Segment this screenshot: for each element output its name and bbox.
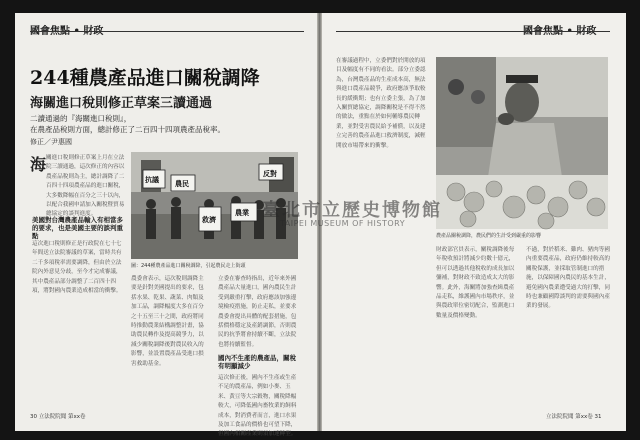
museum-watermark: 臺北市立歷史博物館 [262, 200, 442, 221]
photo-2-caption: 農產品關稅調降，農民們的生計受到嚴重的影響 [436, 233, 542, 239]
article-subtitle: 海關進口稅則修正草案三讀通過 [30, 96, 213, 111]
sign-text-3: 救濟 [202, 216, 216, 224]
body-column-3: 立委在審查時指出，近年來外國農產品大量進口，國內農民生計受到嚴重打擊，政府應該加強邊境檢疫措施，防止走私，並要求農委會提出具體的配套措施，包括價格穩定及產銷調節，否則農民的抗爭將會持續不斷，立法院也將持續監督。 [218, 276, 297, 348]
body-column-5: 在審議過程中，立委們對於開放的項目及幅度有不同的看法。部分立委認為，台灣農產品的生產成本高，無法與進口農產品競爭，政府應該爭取較長的緩衝期；也有立委主張，為了加入關貿總協定，調降關稅是不得不然的做法，重點在於如何輔導農民轉業，並對受害農民給予補償，以及建立完善的農產品進口救濟制度，減輕開放市場帶來的衝擊。 [336, 58, 426, 149]
body-column-4: 這次修正後，國內不生產或生產不足的農產品，例如小麥、玉米、黃豆等大宗穀物，關稅降幅較大，可降低國內畜牧業的飼料成本，對消費者而言，進口水果及加工食品的價格也可望下降，但國內相關產業則須加速轉型。 [218, 375, 297, 438]
body-column-7: 不過，對於稻米、雞肉、豬肉等國內重要農產品，政府仍維持較高的關稅保護，並採取管制進口的措施，以保障國內農民的基本生計，避免國內農業遭受過大的打擊，同時也兼顧國際談判的需要與國內產業的發展。 [526, 247, 610, 310]
sign-text-5: 反對 [263, 170, 277, 178]
right-page-folio: 立法院院聞 第xx卷 31 [546, 414, 602, 420]
museum-watermark-english: TAIPEI MUSEUM OF HISTORY [280, 219, 406, 228]
body-column-2: 農委會表示，這次稅則調降主要是針對美國提出的要求，包括水果、乾果、蔬菜、肉類及加工品，調降幅度大多在百分之十五至三十之間，政府將同時推動農業結構調整計畫，協助農民轉作及提高競爭力，以減少關稅調降後對農民收入的影響，並設置農產品受進口損害救助基金。 [131, 276, 204, 367]
body-column-6: 財政部官員表示，關稅調降後每年稅收預計將減少約數十億元，但可以透過其他稅收的成長加以彌補，對財政不致造成太大的影響。此外，海關將加強查緝農產品走私，維護國內市場秩序，並與農政單位密切配合，監測進口數量及價格變動。 [436, 247, 515, 319]
body-column-1: 關進口稅則修正草案上月在立法院三讀通過，這次修正的內容以農產品稅則為主，總計調降了二百四十四項農產品的進口關稅，大多數降幅在百分之三十以內，以配合我國申請加入關稅暨貿易總協定的談判進度。 [46, 155, 125, 218]
deck-line-1: 二讀通過的『海關進口稅則』， [30, 114, 132, 123]
sign-text-1: 抗議 [145, 176, 159, 184]
sign-text-4: 農業 [235, 209, 249, 217]
deck-line-2: 在農產品稅則方面，總計修正了二百四十四項農產品稅率。 [30, 125, 225, 134]
farmer-photo [436, 57, 608, 229]
left-header-rule [30, 31, 304, 32]
photo-1-caption: 圖：244種農產品進口關稅調降，引起農民走上街頭 [131, 263, 246, 269]
byline: 修正／尹惠國 [30, 138, 72, 146]
left-page-folio: 30 立法院院聞 第xx卷 [30, 414, 86, 420]
left-section-header [30, 22, 103, 37]
right-header-rule [336, 31, 610, 32]
right-section-header [523, 22, 596, 37]
drop-cap: 海 [30, 155, 47, 174]
article-title: 244種農產品進口關稅調降 [30, 67, 260, 89]
subhead-1: 美國對台灣農產品輸入有相當多的要求，也是美國主要的談判重點 [32, 216, 123, 241]
sign-text-2: 農民 [175, 180, 189, 188]
subhead-2: 國內不生產的農產品，關稅有明顯減少 [218, 354, 296, 371]
body-column-1b: 這次進口稅則修正是行政院在七十七年間送立法院審議的草案，當時共有二千多項稅率需要調降，但由於立法院內外意見分歧，至今才完成審議，其中農產品部分調整了二百四十四項，將對國內農業造成相當的衝擊。 [32, 241, 122, 295]
